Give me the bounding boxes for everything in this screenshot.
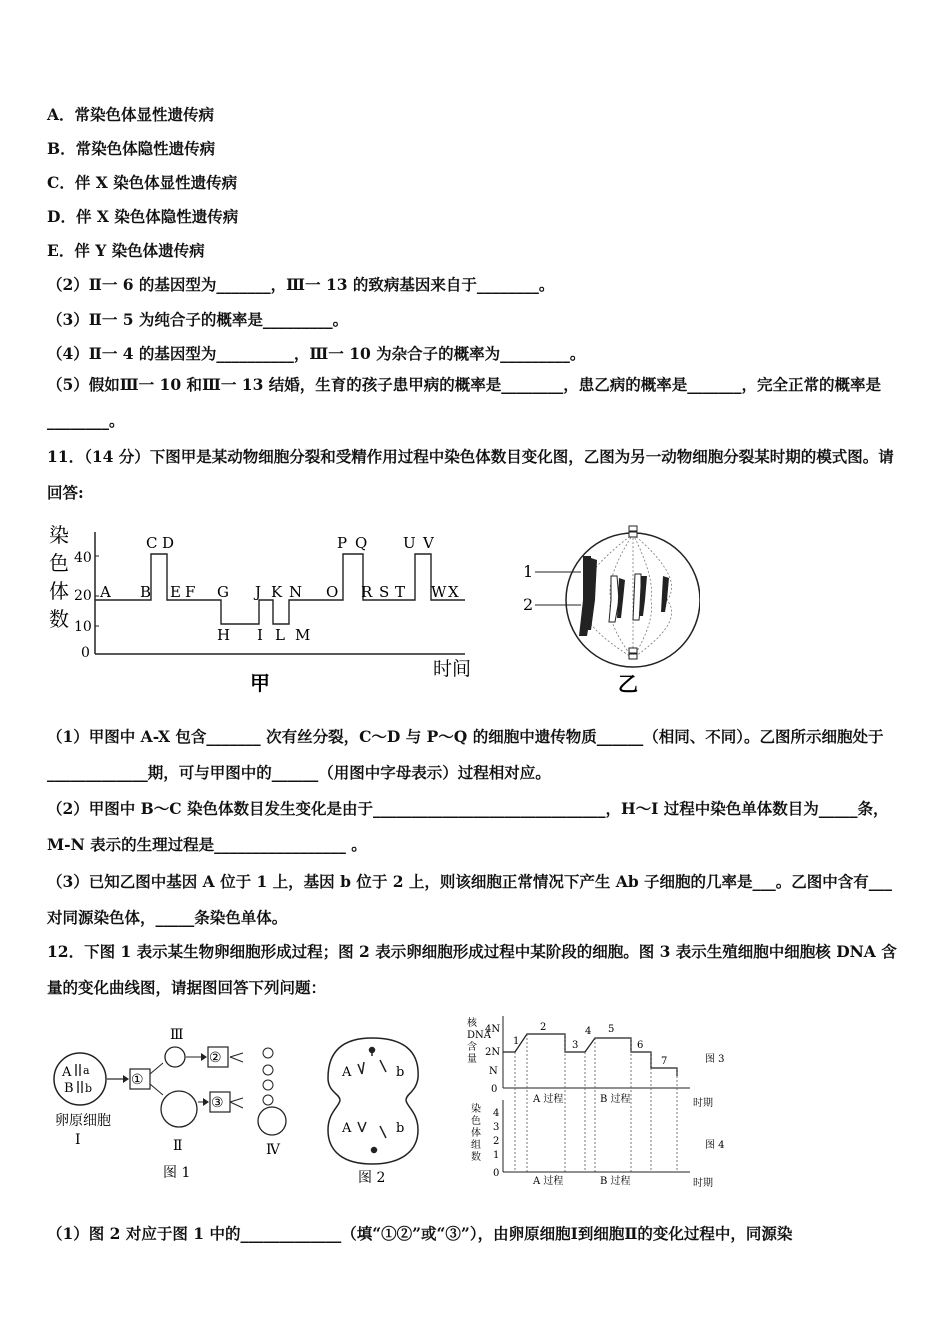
fig3-ylabel-4: 量 [467,1054,477,1065]
fig4-ytick-4: 4 [493,1108,500,1119]
jia-letter: Q [355,534,368,552]
jia-letter: N [289,583,303,601]
fig1-label-1: Ⅰ [75,1132,81,1148]
fig4-ylabel-3: 体 [471,1128,481,1139]
jia-caption: 甲 [250,671,270,693]
option-e: E．伴 Y 染色体遗传病 [47,241,205,260]
jia-ylabel-2: 色 [49,551,69,575]
yi-label-1: 1 [523,562,534,581]
fig1-cell-2 [161,1091,197,1127]
q10-sub4: （4）Ⅱ一 4 的基因型为__________，Ⅲ一 10 为杂合子的概率为_________。 [47,344,586,363]
figure-yi [515,518,700,698]
fig3-process-a: A 过程 [533,1094,564,1105]
fig4-ytick-2: 2 [493,1136,500,1147]
fig3-stage-4: 4 [585,1026,592,1037]
jia-letter: U [403,534,416,552]
jia-letter: A [100,583,111,601]
jia-letter: G [217,583,229,601]
fig3-stage-7: 7 [661,1056,668,1067]
fig3-ylabel-3: 含 [467,1042,477,1053]
fig4-ytick-0: 0 [493,1168,500,1179]
jia-letter: E [170,583,181,601]
fig1-label-4: Ⅳ [266,1142,280,1158]
yi-spindle [584,534,672,658]
fig1-label-2: Ⅱ [173,1138,183,1154]
fig1-gene-b2: b [85,1082,93,1095]
jia-letter: P [337,534,348,552]
jia-letter: B [140,583,152,601]
jia-ytick-10: 10 [74,619,92,635]
fig1-label-3: Ⅲ [170,1027,184,1043]
jia-letter: C [146,534,158,552]
option-a: A．常染色体显性遗传病 [47,105,215,124]
fig2-gene-3: A [342,1121,352,1136]
q11-sub3: （3）已知乙图中基因 A 位于 1 上，基因 b 位于 2 上，则该细胞正常情况下产生 Ab 子细胞的几率是___。乙图中含有___对同源染色体，_____条染色单体。 [47,872,893,927]
fig2-gene-1: A [342,1065,352,1080]
fig4-caption: 图 4 [705,1140,725,1151]
fig3-process-b: B 过程 [600,1094,631,1105]
fig3-stage-2: 2 [540,1022,547,1033]
fig1-process-2: ② [209,1050,222,1066]
jia-letter: K [271,583,283,601]
jia-ylabel-1: 染 [49,523,69,547]
figure-1 [45,1022,305,1197]
fig3-ytick-0: 0 [491,1084,498,1095]
jia-letter: X [448,583,459,601]
fig4-ylabel-1: 染 [471,1104,481,1115]
fig4-process-a: A 过程 [533,1176,564,1187]
q12-stem: 12．下图 1 表示某生物卵细胞形成过程；图 2 表示卵细胞形成过程中某阶段的细胞。图 3 表示生殖细胞中细胞核 DNA 含量的变化曲线图，请据图回答下列问题： [47,942,897,997]
q11-sub2: （2）甲图中 B～C 染色体数目发生变化是由于______________________________，H～I 过程中染色单体数目为_____条，M-N 表示的生理过程是_________________ 。 [47,799,889,854]
fig3-ytick-2n: 2N [485,1047,501,1058]
jia-ytick-40: 40 [74,550,92,566]
jia-letter: D [162,534,175,552]
jia-letter: T [395,583,406,601]
jia-letter: F [185,583,196,601]
fig4-xlabel: 时期 [693,1178,713,1189]
fig3-stage-5: 5 [608,1024,615,1035]
fig1-egg-4 [258,1107,286,1135]
figure-3-4 [465,1012,735,1192]
jia-ylabel-3: 体 [49,579,69,603]
fig4-ytick-3: 3 [493,1122,500,1133]
fig3-ytick-n: N [489,1066,498,1077]
jia-letter: S [379,583,390,601]
fig1-process-1: ① [131,1072,144,1088]
fig3-ytick-4n: 4N [485,1024,501,1035]
fig4-ylabel-4: 组 [471,1140,481,1151]
jia-letter: R [361,583,373,601]
option-b: B．常染色体隐性遗传病 [47,139,216,158]
jia-ytick-20: 20 [74,588,92,604]
fig4-ylabel-2: 色 [471,1116,481,1127]
fig1-process-3: ③ [211,1095,224,1111]
fig2-caption: 图 2 [358,1170,386,1186]
fig3-stage-3: 3 [572,1040,579,1051]
option-d: D．伴 X 染色体隐性遗传病 [47,207,239,226]
q11-stem: 11．（14 分）下图甲是某动物细胞分裂和受精作用过程中染色体数目变化图，乙图为另一动物细胞分裂某时期的模式图。请回答: [47,447,894,502]
jia-letter: M [295,626,311,644]
option-c: C．伴 X 染色体显性遗传病 [47,173,238,192]
fig2-gene-2: b [396,1065,405,1080]
q11-sub1: （1）甲图中 A-X 包含_______ 次有丝分裂，C～D 与 P～Q 的细胞中遗传物质______（相同、不同）。乙图所示细胞处于_____________期，可与甲图中的______（用图中字母表示）过程相对应。 [47,727,884,782]
fig2-gene-4: b [396,1121,405,1136]
jia-point-labels [99,534,459,644]
figure-2 [320,1030,430,1190]
yi-chromosomes [579,556,669,636]
fig1-caption: 图 1 [163,1165,191,1181]
fig1-gene-b1: B [64,1081,74,1096]
fig2-dividing-cell [328,1038,418,1164]
yi-label-2: 2 [523,595,534,614]
q12-sub1: （1）图 2 对应于图 1 中的_____________（填“①②”或“③”），由卵原细胞Ⅰ到细胞Ⅱ的变化过程中，同源染 [47,1224,793,1243]
q10-sub2: （2）Ⅱ一 6 的基因型为_______，Ⅲ一 13 的致病基因来自于________。 [47,275,555,294]
fig3-xlabel: 时期 [693,1098,713,1109]
jia-ylabel-4: 数 [49,607,69,631]
fig1-gene-a1: A [62,1065,72,1080]
jia-letter: W [431,583,447,601]
fig3-ylabel-1: 核 [467,1018,477,1029]
jia-letter: I [257,626,263,644]
fig1-gene-a2: a [83,1064,90,1077]
q10-sub3: （3）Ⅱ一 5 为纯合子的概率是_________。 [47,310,349,329]
yi-caption: 乙 [618,672,638,696]
fig3-stage-6: 6 [637,1040,644,1051]
jia-xlabel: 时间 [433,658,472,680]
fig3-caption: 图 3 [705,1054,725,1065]
jia-ytick-0: 0 [81,645,90,661]
fig3-stage-1: 1 [513,1036,520,1047]
fig4-ytick-1: 1 [493,1150,500,1161]
jia-letter: H [217,626,231,644]
fig1-oogonium-label: 卵原细胞 [55,1113,111,1129]
jia-letter: J [255,583,262,601]
fig3-ylabel-2: DNA [467,1030,491,1041]
q10-sub5: （5）假如Ⅲ一 10 和Ⅲ一 13 结婚，生育的孩子患甲病的概率是________，患乙病的概率是_______，完全正常的概率是________。 [47,375,882,430]
fig1-polar-body-3 [165,1047,185,1067]
jia-letter: V [423,534,434,552]
figure-jia [45,518,485,693]
fig4-process-b: B 过程 [600,1176,631,1187]
jia-letter: L [275,626,285,644]
jia-letter: O [326,583,339,601]
fig4-ylabel-5: 数 [471,1152,481,1163]
